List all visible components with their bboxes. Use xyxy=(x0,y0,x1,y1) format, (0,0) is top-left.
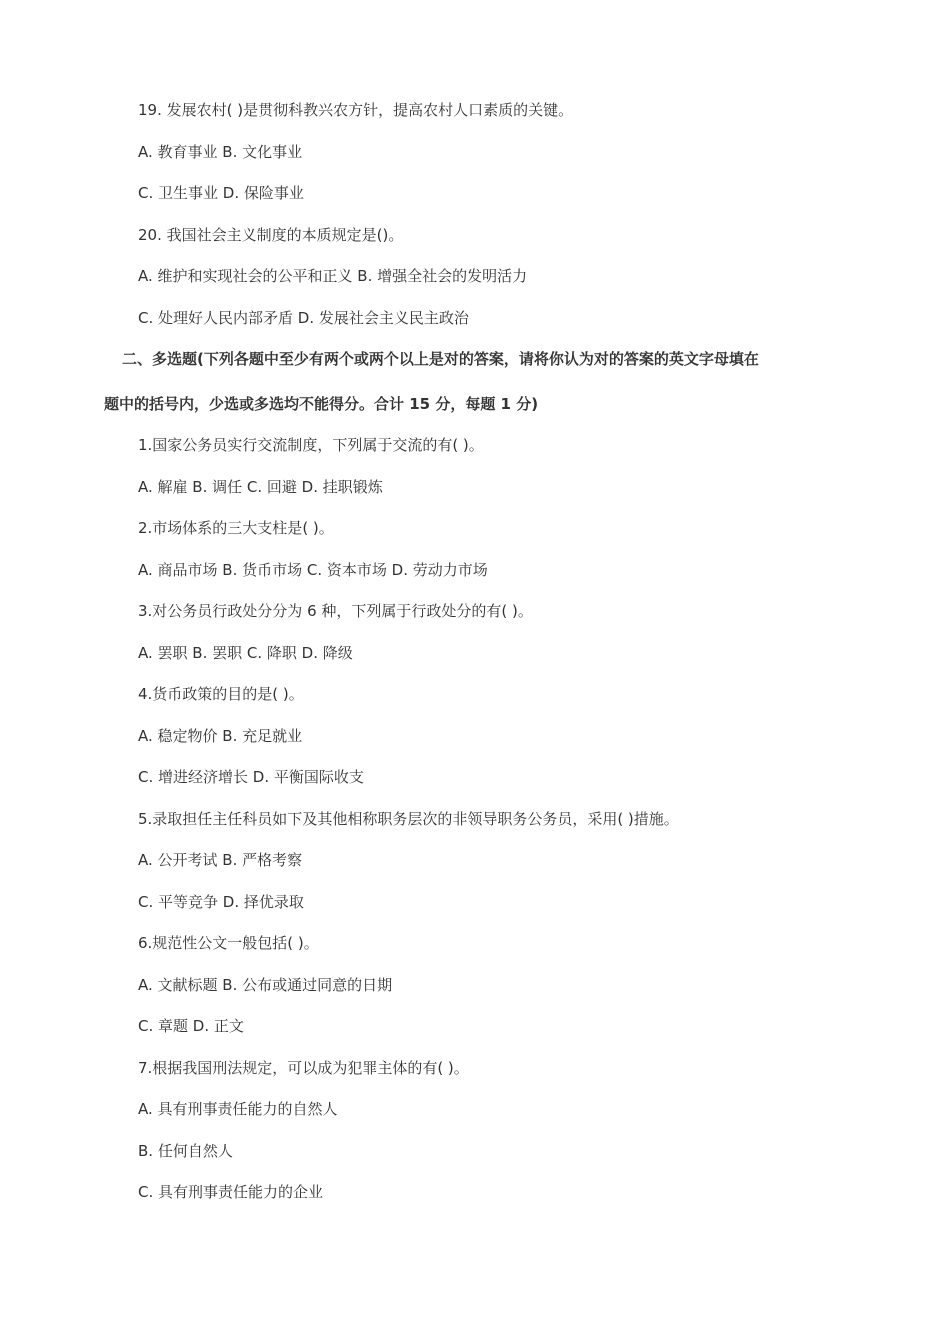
mc-question-1-options: A. 解雇 B. 调任 C. 回避 D. 挂职锻炼 xyxy=(138,478,383,496)
mc-question-4-stem: 4.货币政策的目的是( )。 xyxy=(138,685,304,703)
question-19-stem: 19. 发展农村( )是贯彻科教兴农方针，提高农村人口素质的关键。 xyxy=(138,101,574,119)
mc-question-5-options-cd: C. 平等竞争 D. 择优录取 xyxy=(138,893,304,911)
question-19-options-ab: A. 教育事业 B. 文化事业 xyxy=(138,143,303,161)
mc-question-6-stem: 6.规范性公文一般包括( )。 xyxy=(138,934,319,952)
mc-question-2-options: A. 商品市场 B. 货币市场 C. 资本市场 D. 劳动力市场 xyxy=(138,561,488,579)
mc-question-7-stem: 7.根据我国刑法规定，可以成为犯罪主体的有( )。 xyxy=(138,1059,469,1077)
question-19-options-cd: C. 卫生事业 D. 保险事业 xyxy=(138,184,304,202)
question-20-options-ab: A. 维护和实现社会的公平和正义 B. 增强全社会的发明活力 xyxy=(138,267,528,285)
mc-question-5-stem: 5.录取担任主任科员如下及其他相称职务层次的非领导职务公务员，采用( )措施。 xyxy=(138,810,679,828)
mc-question-7-option-c: C. 具有刑事责任能力的企业 xyxy=(138,1183,324,1201)
mc-question-6-options-cd: C. 章题 D. 正文 xyxy=(138,1017,244,1035)
section-2-heading-line2: 题中的括号内，少选或多选均不能得分。合计 15 分，每题 1 分) xyxy=(104,395,539,413)
mc-question-3-stem: 3.对公务员行政处分分为 6 种，下列属于行政处分的有( )。 xyxy=(138,602,533,620)
mc-question-4-options-cd: C. 增进经济增长 D. 平衡国际收支 xyxy=(138,768,364,786)
section-2-heading-line1: 二、多选题(下列各题中至少有两个或两个以上是对的答案，请将你认为对的答案的英文字母填在 xyxy=(122,350,759,368)
mc-question-1-stem: 1.国家公务员实行交流制度，下列属于交流的有( )。 xyxy=(138,436,484,454)
mc-question-5-options-ab: A. 公开考试 B. 严格考察 xyxy=(138,851,303,869)
question-20-options-cd: C. 处理好人民内部矛盾 D. 发展社会主义民主政治 xyxy=(138,309,469,327)
mc-question-7-option-b: B. 任何自然人 xyxy=(138,1142,233,1160)
mc-question-4-options-ab: A. 稳定物价 B. 充足就业 xyxy=(138,727,303,745)
mc-question-7-option-a: A. 具有刑事责任能力的自然人 xyxy=(138,1100,338,1118)
mc-question-3-options: A. 罢职 B. 罢职 C. 降职 D. 降级 xyxy=(138,644,353,662)
question-20-stem: 20. 我国社会主义制度的本质规定是()。 xyxy=(138,226,404,244)
mc-question-6-options-ab: A. 文献标题 B. 公布或通过同意的日期 xyxy=(138,976,393,994)
mc-question-2-stem: 2.市场体系的三大支柱是( )。 xyxy=(138,519,334,537)
